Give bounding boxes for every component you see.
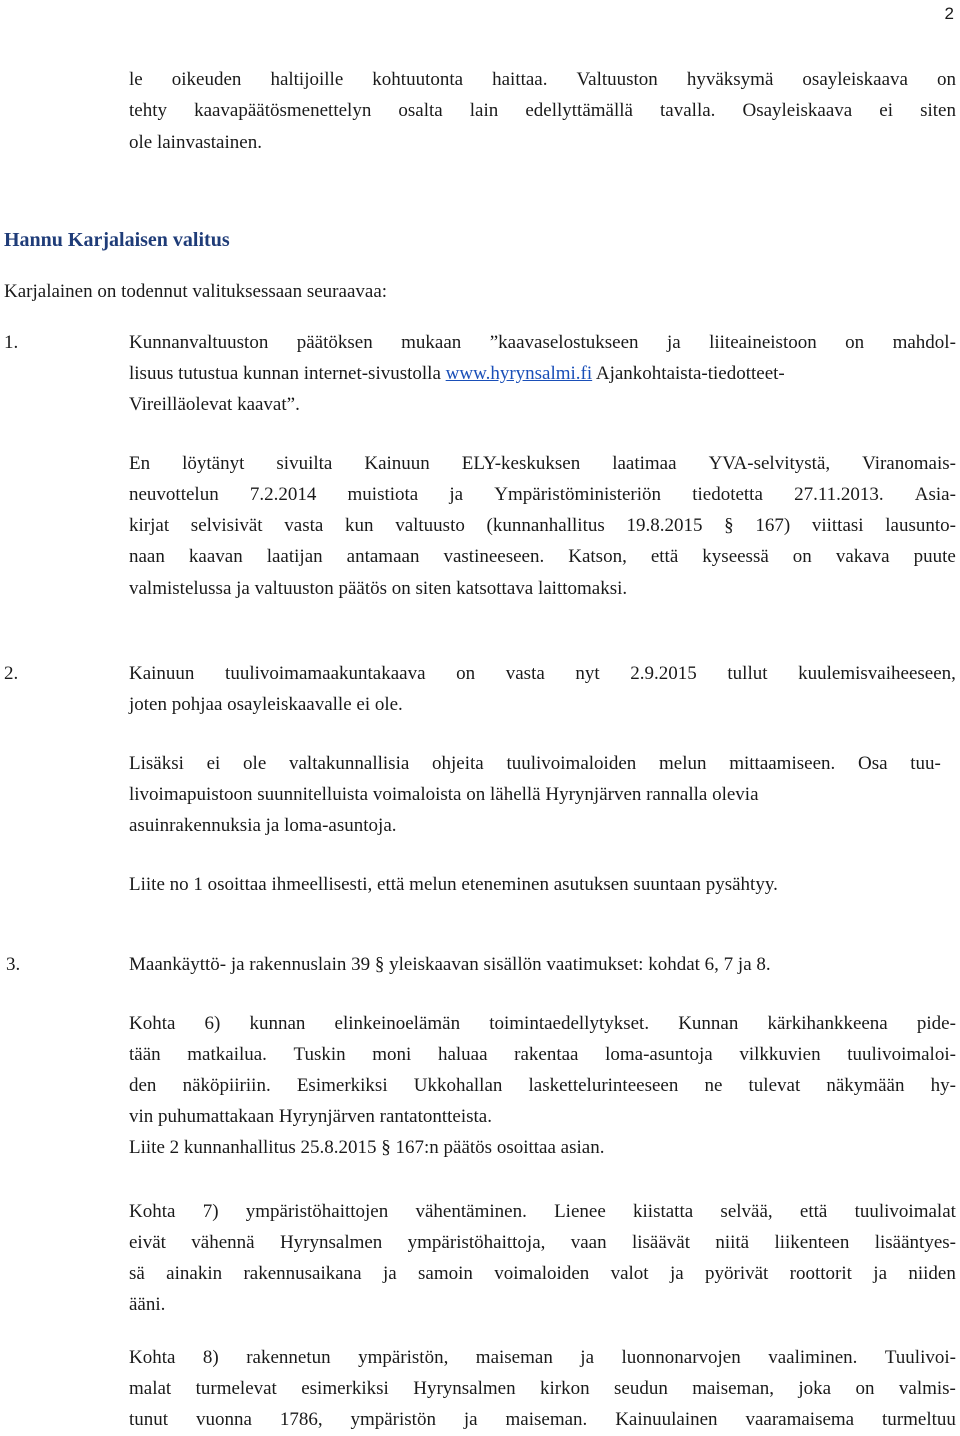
word: Kohta xyxy=(129,1201,176,1222)
word: valtakunnallisia xyxy=(288,753,410,774)
item-2-number: 2. xyxy=(4,663,19,684)
word: turmeltuu xyxy=(882,1409,956,1430)
item-2-para-2-line-1 xyxy=(129,752,941,776)
word: Hyrynsalmen xyxy=(413,1378,516,1399)
word: lausunto- xyxy=(885,515,956,536)
word: melun xyxy=(658,753,707,774)
word: joka xyxy=(798,1378,832,1399)
word: on xyxy=(845,332,865,353)
item-1-line-1 xyxy=(129,331,956,355)
word: 27.11.2013. xyxy=(794,484,884,505)
kohta-7-line-1 xyxy=(129,1200,956,1224)
word: ympäristön, xyxy=(358,1347,449,1368)
word: Osa xyxy=(857,753,888,774)
kohta-6-line-1 xyxy=(129,1012,956,1036)
word: ei xyxy=(206,753,221,774)
word: ELY-keskuksen xyxy=(461,453,581,474)
word: maiseman xyxy=(475,1347,553,1368)
item-2-line-2: joten pohjaa osayleiskaavalle ei ole. xyxy=(129,694,403,715)
item-2-para-2-line-3: asuinrakennuksia ja loma-asuntoja. xyxy=(129,815,397,836)
word: Kainuun xyxy=(129,663,195,684)
item-1-para-2-line-4 xyxy=(129,545,956,569)
item-2-line-1 xyxy=(129,662,956,686)
word: kirjat xyxy=(129,515,170,536)
word: Kohta xyxy=(129,1013,176,1034)
word: tuulivoimamaakuntakaava xyxy=(225,663,426,684)
word: Asia- xyxy=(914,484,956,505)
word: sivuilta xyxy=(276,453,333,474)
word: Kainuulainen xyxy=(615,1409,718,1430)
section-heading: Hannu Karjalaisen valitus xyxy=(4,229,230,251)
word: 8) xyxy=(202,1347,219,1368)
word: moni xyxy=(372,1044,412,1065)
word: Kohta xyxy=(129,1347,176,1368)
word: valot xyxy=(610,1263,649,1284)
word: Osayleiskaava xyxy=(742,100,853,121)
kohta-6-line-2 xyxy=(129,1043,956,1067)
kohta-7-line-3 xyxy=(129,1262,956,1286)
item-1-line-2-text: lisuus tutustua kunnan internet-sivustolla xyxy=(129,363,446,384)
hyrynsalmi-link[interactable]: www.hyrynsalmi.fi xyxy=(445,363,593,384)
word: kirkon xyxy=(540,1378,590,1399)
word: vastineeseen. xyxy=(443,546,545,567)
word: muistiota xyxy=(347,484,419,505)
word: lisääntyes- xyxy=(874,1232,956,1253)
word: kyseessä xyxy=(702,546,769,567)
word: löytänyt xyxy=(182,453,245,474)
word: (kunnanhallitus xyxy=(486,515,605,536)
word: kärkihankkeena xyxy=(767,1013,888,1034)
word: viittasi xyxy=(811,515,864,536)
word: valtuusto xyxy=(395,515,465,536)
item-1-line-2-tail: Ajankohtaista-tiedotteet- xyxy=(592,363,785,384)
word: vasta xyxy=(505,663,545,684)
item-1-para-2-line-5: valmistelussa ja valtuuston päätös on siten katsottava laittomaksi. xyxy=(129,578,628,599)
word: sä xyxy=(129,1263,145,1284)
word: tunut xyxy=(129,1409,169,1430)
word: Kainuun xyxy=(364,453,430,474)
word: tulevat xyxy=(748,1075,801,1096)
word: liiteaineistoon xyxy=(709,332,817,353)
word: haittaa. xyxy=(492,69,548,90)
word: tiedotetta xyxy=(692,484,763,505)
word: selvisivät xyxy=(190,515,263,536)
word: naan xyxy=(129,546,165,567)
word: ympäristöhaittoja, xyxy=(407,1232,546,1253)
word: vaaliminen. xyxy=(768,1347,858,1368)
item-1-number: 1. xyxy=(4,332,19,353)
intro-line-3: ole lainvastainen. xyxy=(129,132,262,153)
word: laatijan xyxy=(266,546,323,567)
kohta-8-line-1 xyxy=(129,1346,956,1370)
word: Viranomais- xyxy=(862,453,956,474)
item-2-para-2-line-2: livoimapuistoon suunnitelluista voimaloista on lähellä Hyrynjärven rannalla olevia xyxy=(129,784,759,805)
word: hy- xyxy=(930,1075,956,1096)
word: YVA-selvitystä, xyxy=(708,453,831,474)
word: 7) xyxy=(202,1201,219,1222)
word: Valtuuston xyxy=(576,69,658,90)
word: on xyxy=(792,546,812,567)
word: 7.2.2014 xyxy=(249,484,317,505)
word: että xyxy=(799,1201,828,1222)
word: maiseman. xyxy=(505,1409,588,1430)
word: siten xyxy=(920,100,956,121)
word: En xyxy=(129,453,151,474)
word: ympäristöhaittojen xyxy=(245,1201,389,1222)
word: oikeuden xyxy=(171,69,242,90)
word: lisäävät xyxy=(631,1232,690,1253)
item-1-para-2-line-3 xyxy=(129,514,956,538)
word: liikenteen xyxy=(774,1232,850,1253)
word: päätöksen xyxy=(296,332,373,353)
word: pide- xyxy=(916,1013,956,1034)
word: haluaa xyxy=(437,1044,488,1065)
word: vuonna xyxy=(195,1409,252,1430)
word: kohtuutonta xyxy=(372,69,464,90)
word: ja xyxy=(580,1347,595,1368)
word: mukaan xyxy=(401,332,462,353)
word: ja xyxy=(666,332,681,353)
word: Tuulivoi- xyxy=(884,1347,956,1368)
word: rakentaa xyxy=(514,1044,579,1065)
word: 19.8.2015 xyxy=(626,515,703,536)
item-1-para-2-line-1 xyxy=(129,452,956,476)
word: 2.9.2015 xyxy=(630,663,697,684)
word: osalta xyxy=(398,100,443,121)
word: vähennä xyxy=(191,1232,255,1253)
word: esimerkiksi xyxy=(301,1378,389,1399)
word: mittaamiseen. xyxy=(729,753,836,774)
word: ainakin xyxy=(166,1263,223,1284)
word: osayleiskaava xyxy=(802,69,908,90)
word: kaavan xyxy=(188,546,243,567)
word: valmis- xyxy=(898,1378,956,1399)
word: ohjeita xyxy=(432,753,484,774)
word: ne xyxy=(704,1075,723,1096)
word: 6) xyxy=(204,1013,221,1034)
lead-sentence: Karjalainen on todennut valituksessaan seuraavaa: xyxy=(4,281,388,302)
word: voimaloiden xyxy=(494,1263,590,1284)
word: kuulemisvaiheeseen, xyxy=(798,663,956,684)
word: seudun xyxy=(614,1378,668,1399)
word: toimintaedellytykset. xyxy=(489,1013,650,1034)
word: 167) xyxy=(755,515,791,536)
intro-line-2 xyxy=(129,99,956,123)
item-1-line-2 xyxy=(129,362,785,386)
word: eivät xyxy=(129,1232,166,1253)
word: rakennetun xyxy=(246,1347,331,1368)
word: Lisäksi xyxy=(129,753,184,774)
word: roottorit xyxy=(789,1263,852,1284)
word: tuu- xyxy=(910,753,941,774)
word: on xyxy=(855,1378,875,1399)
word: ja xyxy=(669,1263,684,1284)
kohta-7-line-4: ääni. xyxy=(129,1294,166,1315)
word: loma-asuntoja xyxy=(605,1044,713,1065)
word: on xyxy=(936,69,956,90)
word: kunnan xyxy=(249,1013,306,1034)
word: ja xyxy=(873,1263,888,1284)
word: ja xyxy=(382,1263,397,1284)
word: on xyxy=(456,663,476,684)
word: vakava xyxy=(835,546,890,567)
word: matkailua. xyxy=(187,1044,267,1065)
word: le xyxy=(129,69,143,90)
word: malat xyxy=(129,1378,172,1399)
kohta-6-line-4: vin puhumattakaan Hyrynjärven rantatontteista. xyxy=(129,1106,492,1127)
word: ”kaavaselostukseen xyxy=(489,332,639,353)
word: näkymään xyxy=(826,1075,905,1096)
intro-line-1 xyxy=(129,68,956,92)
word: Esimerkiksi xyxy=(296,1075,388,1096)
word: pyörivät xyxy=(705,1263,769,1284)
word: turmelevat xyxy=(195,1378,277,1399)
item-3-number: 3. xyxy=(6,954,21,975)
word: kiistatta xyxy=(633,1201,694,1222)
word: Hyrynsalmen xyxy=(279,1232,383,1253)
word: Lienee xyxy=(554,1201,606,1222)
word: samoin xyxy=(418,1263,473,1284)
word: niiden xyxy=(908,1263,956,1284)
word: laatimaa xyxy=(612,453,677,474)
item-3-line-1: Maankäyttö- ja rakennuslain 39 § yleiskaavan sisällön vaatimukset: kohdat 6, 7 ja 8. xyxy=(129,954,771,975)
word: tuulivoimalat xyxy=(854,1201,956,1222)
word: vaaramaisema xyxy=(745,1409,855,1430)
word: tehty xyxy=(129,100,167,121)
word: antamaan xyxy=(346,546,420,567)
kohta-7-line-2 xyxy=(129,1231,956,1255)
word: elinkeinoelämän xyxy=(334,1013,461,1034)
word: ja xyxy=(463,1409,478,1430)
kohta-8-line-3 xyxy=(129,1408,956,1432)
word: hyväksymä xyxy=(686,69,774,90)
word: 1786, xyxy=(279,1409,323,1430)
word: Katson, xyxy=(568,546,627,567)
word: rakennusaikana xyxy=(243,1263,362,1284)
word: laskettelurinteeseen xyxy=(528,1075,679,1096)
word: Kunnanvaltuuston xyxy=(129,332,269,353)
kohta-6-line-5: Liite 2 kunnanhallitus 25.8.2015 § 167:n päätös osoittaa asian. xyxy=(129,1137,605,1158)
kohta-6-line-3 xyxy=(129,1074,956,1098)
word: niitä xyxy=(715,1232,750,1253)
item-2-para-3: Liite no 1 osoittaa ihmeellisesti, että melun eteneminen asutuksen suuntaan pysähtyy. xyxy=(129,874,778,895)
word: edellyttämällä xyxy=(525,100,633,121)
word: ei xyxy=(879,100,893,121)
word: vilkkuvien xyxy=(739,1044,821,1065)
word: den xyxy=(129,1075,157,1096)
word: tullut xyxy=(727,663,768,684)
word: että xyxy=(650,546,679,567)
word: luonnonarvojen xyxy=(621,1347,741,1368)
word: lain xyxy=(469,100,499,121)
word: § xyxy=(724,515,734,536)
word: puute xyxy=(913,546,956,567)
word: nyt xyxy=(575,663,600,684)
word: mahdol- xyxy=(892,332,956,353)
item-1-line-3: Vireilläolevat kaavat”. xyxy=(129,394,300,415)
word: maiseman, xyxy=(692,1378,774,1399)
page-number: 2 xyxy=(944,4,954,23)
word: vasta xyxy=(284,515,324,536)
word: tavalla. xyxy=(660,100,716,121)
word: tään xyxy=(129,1044,161,1065)
word: tuulivoimaloi- xyxy=(847,1044,956,1065)
item-1-para-2-line-2 xyxy=(129,483,956,507)
kohta-8-line-2 xyxy=(129,1377,956,1401)
word: ja xyxy=(449,484,464,505)
word: haltijoille xyxy=(270,69,344,90)
word: vähentäminen. xyxy=(415,1201,527,1222)
word: vaan xyxy=(570,1232,607,1253)
word: Ympäristöministeriön xyxy=(494,484,662,505)
word: neuvottelun xyxy=(129,484,219,505)
word: kaavapäätösmenettelyn xyxy=(194,100,372,121)
word: Ukkohallan xyxy=(413,1075,503,1096)
word: ole xyxy=(243,753,267,774)
word: kun xyxy=(345,515,374,536)
word: Kunnan xyxy=(678,1013,739,1034)
word: ympäristön xyxy=(350,1409,436,1430)
word: Tuskin xyxy=(293,1044,346,1065)
word: selvää, xyxy=(720,1201,773,1222)
word: näköpiiriin. xyxy=(182,1075,271,1096)
word: tuulivoimaloiden xyxy=(506,753,637,774)
